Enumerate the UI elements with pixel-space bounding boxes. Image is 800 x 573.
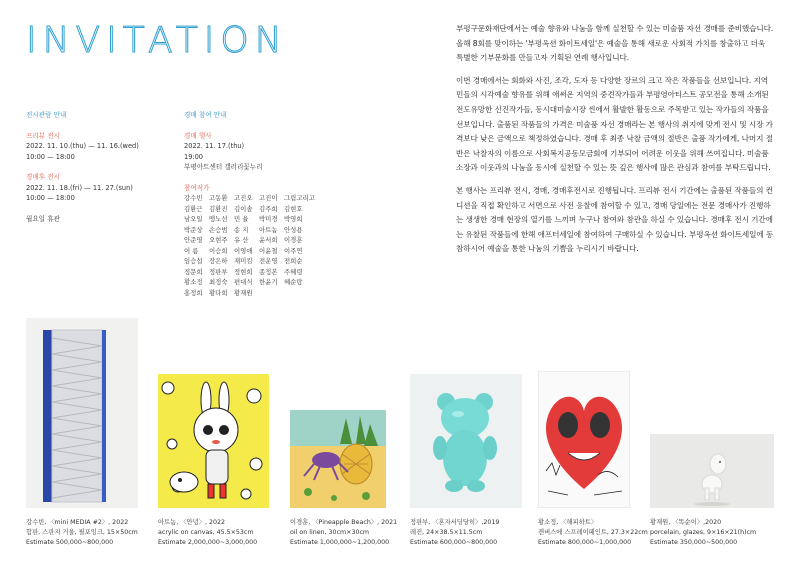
- artist-name: [259, 288, 281, 299]
- artwork-image-2: [158, 374, 269, 508]
- artist-name: [309, 204, 331, 215]
- caption-medium: acrylic on canvas, 45.5×53cm: [158, 529, 254, 536]
- caption-estimate: Estimate 1,000,000~1,200,000: [290, 539, 390, 546]
- caption-title: 정판부, 〈혼자서딩당히〉,2019: [410, 519, 500, 526]
- artist-name: 주혜령: [284, 267, 303, 276]
- artist-name: 장은하: [209, 257, 228, 265]
- artwork-caption-4: [410, 518, 499, 548]
- artist-name: 김주희: [259, 204, 278, 213]
- caption-medium: 레진, 24×38.5×11.5cm: [410, 529, 483, 536]
- artist-name: 정판부: [209, 267, 228, 276]
- mirror-sculpture-illustration: [26, 318, 138, 508]
- preview-hours: 10:00 — 18:00: [26, 152, 75, 161]
- artist-name: [309, 277, 331, 288]
- body-text: [456, 22, 774, 265]
- artist-name: [309, 288, 331, 299]
- artwork-image-4: [410, 374, 522, 508]
- artist-name: 박미경: [259, 215, 278, 223]
- caption-title: 황재원, 〈똑순이〉,2020: [650, 519, 722, 526]
- paragraph-process: 본 행사는 프리뷰 전시, 경매, 경매후전시로 진행됩니다. 프리뷰 전시 기간에는 출품된 작품들의 컨디션을 직접 확인하고 서면으로 사전 응찰에 참여할 수 있고, 경매 당일에는 전문 경매사가 진행하는 생생한 경매 현장의 열기를 느끼며 누구나 참여와 참관을 하실 수 있습니다. 경매후 전시 기간에는 유찰된 작품들에 한해 애프터세일에 참여하여 구매하실 수 있습니다. 부평옥션 화이트세일에 동참하시어 예술을 통한 나눔의 기쁨을 누리시기 바랍니다.: [456, 185, 774, 254]
- artist-name: 김환진: [209, 204, 228, 213]
- artist-name: 이 름: [184, 246, 199, 255]
- artists-list: [184, 193, 344, 298]
- caption-estimate: Estimate 600,000~800,000: [410, 539, 498, 546]
- artist-name: 홍정희: [184, 288, 203, 297]
- exhibition-info: [26, 110, 176, 224]
- artists-label: 참여작가: [184, 183, 210, 192]
- artist-name: 이주연: [284, 246, 303, 255]
- caption-estimate: Estimate 350,000~500,000: [650, 539, 738, 546]
- artist-name: 강수빈: [184, 194, 203, 202]
- artist-name: 전운영: [259, 257, 278, 265]
- caption-title: 아트놈, 〈안녕〉, 2022: [158, 519, 226, 526]
- auction-heading: 경매 참여 안내: [184, 111, 227, 119]
- artwork-caption-3: [290, 518, 397, 548]
- artist-name: 정현희: [234, 267, 253, 276]
- caption-title: 이경훈, 〈Pineapple Beach〉, 2021: [290, 519, 398, 526]
- svg-text:INVITATION: INVITATION: [26, 20, 288, 60]
- artist-name: 그림고리고: [284, 194, 315, 202]
- artist-name: [309, 256, 331, 267]
- paragraph-works: 이번 경매에서는 회화와 사진, 조각, 도자 등 다양한 장르의 크고 작은 작품들을 선보입니다. 지역민들의 시각예술 향유를 위해 애써온 지역의 중견작가들과 부평영아티스트 공모전을 통해 소개된 전도유망한 신진작가들, 동시대미술시장 씬에서 활발한 활동으로 주목받고 있는 작가들의 작품을 선보입니다. 출품된 작품들의 가격은 미술품 자선 경매라는 본 행사의 취지에 맞게 전시 및 시장 가격보다 낮은 금액으로 책정하였습니다. 경매 후 최종 낙찰 금액의 절반은 출품 작가에게, 나머지 절반은 낙찰자의 이름으로 사회복지공동모금회에 기부되어 어려운 이웃을 위해 쓰여집니다. 미술품 소장과 이웃과의 나눔을 동시에 실천할 수 있는 뜻 깊은 행사에 많은 관심과 참여를 부탁드립니다.: [456, 75, 773, 173]
- artist-name: 이윤철: [259, 246, 278, 255]
- artist-name: 황재원: [234, 288, 253, 297]
- preview-label: 프리뷰 전시: [26, 131, 60, 140]
- artist-name: 황소정: [184, 278, 203, 286]
- artwork-image-5: [538, 371, 630, 508]
- after-label: 경매후 전시: [26, 173, 60, 181]
- artwork-image-1: [26, 318, 138, 508]
- artist-name: 이영애: [234, 246, 253, 255]
- pineapple-beach-illustration: [290, 410, 386, 508]
- artist-name: 고진오: [234, 194, 253, 202]
- preview-dates: 2022. 11. 10.(thu) — 11. 16.(wed): [26, 142, 139, 150]
- artist-name: 송 지: [234, 225, 249, 234]
- artist-name: 김환근: [184, 204, 203, 213]
- artwork-caption-6: [650, 518, 756, 548]
- artist-name: 혜순랑: [284, 278, 303, 286]
- artwork-image-3: [290, 410, 386, 508]
- character-painting-illustration: [158, 374, 269, 508]
- artist-name: 김현호: [284, 204, 303, 213]
- artwork-image-6: [650, 434, 774, 508]
- porcelain-dog-illustration: [650, 434, 774, 508]
- artist-name: 최정숙: [209, 278, 228, 286]
- caption-estimate: Estimate 2,000,000~3,000,000: [158, 539, 258, 546]
- artist-name: [309, 267, 331, 278]
- caption-estimate: Estimate 500,000~800,000: [26, 539, 114, 546]
- artist-name: 박영희: [284, 215, 303, 223]
- auction-time: 19:00: [184, 152, 204, 161]
- caption-medium: oil on linen, 30cm×30cm: [290, 529, 370, 536]
- auction-place: 부평아트센터 갤러리꽃누리: [184, 163, 263, 171]
- teal-bear-sculpture-illustration: [410, 374, 522, 508]
- caption-medium: porcelain, glazes, 9×16×21(h)cm: [650, 529, 757, 536]
- artist-name: 전희순: [284, 257, 303, 265]
- caption-medium: 합판, 스판지 거울, 필포잉크, 15×50cm: [26, 529, 138, 536]
- artist-name: 아트놈: [259, 225, 278, 234]
- caption-title: 황소정, 〈해피하트〉: [538, 519, 598, 526]
- artist-name: 유 산: [234, 236, 249, 244]
- after-hours: 10:00 — 18:00: [26, 194, 75, 202]
- artist-name: 편대식: [234, 278, 253, 286]
- artist-name: 손승범: [209, 225, 228, 234]
- exhibition-heading: 전시관람 안내: [26, 111, 67, 119]
- artist-name: [309, 246, 331, 257]
- caption-title: 강수빈, 〈mini MEDIA #2〉, 2022: [26, 519, 129, 526]
- artist-name: 김이솔: [234, 204, 253, 213]
- artist-name: 임승섭: [184, 257, 203, 265]
- artist-name: 재미킴: [234, 257, 253, 265]
- artist-name: 윤서희: [259, 236, 278, 244]
- artwork-caption-2: [158, 518, 257, 548]
- artwork-caption-1: [26, 518, 138, 548]
- artist-name: 황다희: [209, 288, 228, 297]
- artist-name: 고진이: [259, 194, 278, 202]
- invitation-title: [26, 18, 336, 60]
- happy-heart-painting-illustration: [538, 371, 630, 508]
- artist-name: 안성용: [284, 225, 303, 234]
- artist-name: [284, 288, 306, 299]
- artist-name: 민 율: [234, 215, 249, 223]
- artist-name: 고동환: [209, 194, 228, 202]
- artwork-caption-5: [538, 518, 648, 548]
- artist-name: 박준상: [184, 225, 203, 234]
- artist-name: [309, 235, 331, 246]
- artist-name: 오현주: [209, 236, 228, 244]
- artist-name: 안준영: [184, 236, 203, 244]
- artist-name: [309, 225, 331, 236]
- auction-info: [184, 110, 344, 298]
- artist-name: 정문희: [184, 267, 203, 276]
- caption-medium: 캔버스에 스프레이페인트, 27.3×22cm: [538, 529, 648, 536]
- artist-name: [309, 193, 331, 204]
- artist-name: 이승희: [209, 246, 228, 255]
- paragraph-intro: 부평구문화재단에서는 예술 향유와 나눔을 함께 실천할 수 있는 미술품 자선 경매를 준비했습니다. 올해 8회를 맞이하는 '부평옥션 화이트세일'은 예술을 통해 새로운 사회적 가치를 창출하고 더욱 특별한 기부문화를 만들고자 기획된 연례 행사입니다.: [456, 24, 774, 63]
- auction-event-label: 경매 행사: [184, 131, 212, 140]
- artist-name: 한윤기: [259, 278, 278, 286]
- artist-name: [309, 214, 331, 225]
- auction-date: 2022. 11. 17.(thu): [184, 142, 245, 150]
- artist-name: 종정본: [259, 267, 278, 276]
- after-dates: 2022. 11. 18.(fri) — 11. 27.(sun): [26, 183, 133, 192]
- invitation-title-lettering: [26, 18, 336, 60]
- caption-estimate: Estimate 800,000~1,000,000: [538, 539, 632, 546]
- artist-name: 남오일: [184, 215, 203, 223]
- artist-name: 맹노선: [209, 215, 228, 223]
- closed-notice: 월요일 휴관: [26, 214, 60, 223]
- artist-name: 이경훈: [284, 236, 303, 244]
